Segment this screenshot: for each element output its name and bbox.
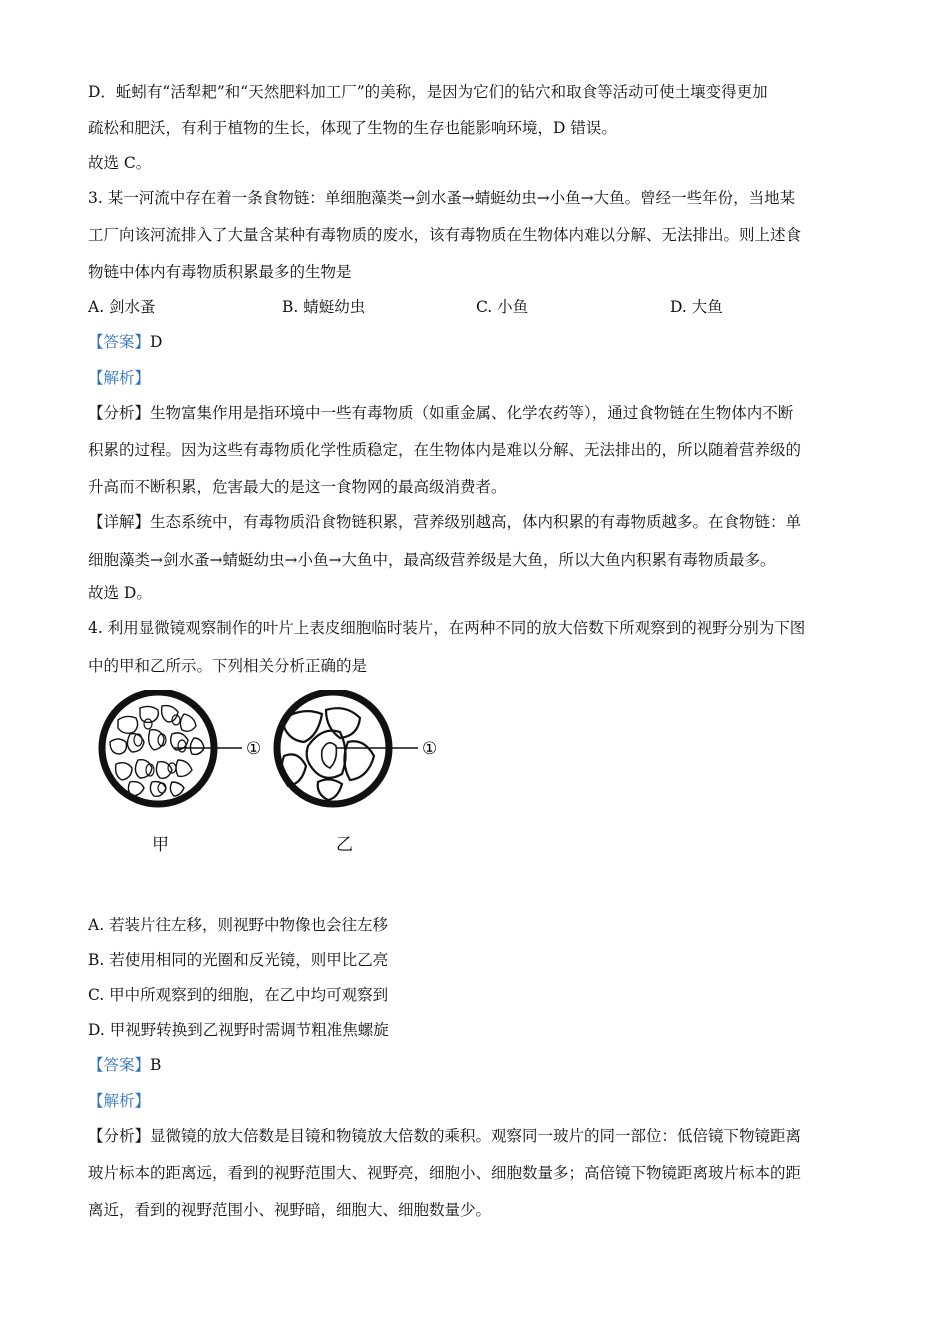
label-jia: 甲 <box>152 835 169 855</box>
q3-option-d: D. 大鱼 <box>670 298 723 316</box>
field-jia <box>102 692 242 804</box>
q4-fenxi-line2: 玻片标本的距离远，看到的视野范围大、视野亮，细胞小、细胞数量多；高倍镜下物镜距离玻片标本的距 <box>88 1164 802 1182</box>
q4-option-b: B. 若使用相同的光圈和反光镜，则甲比乙亮 <box>88 951 389 969</box>
q3-stem-line1: 3. 某一河流中存在着一条食物链：单细胞藻类→剑水蚤→蜻蜓幼虫→小鱼→大鱼。曾经一些年份，当地某 <box>88 189 796 207</box>
q3-option-b: B. 蜻蜓幼虫 <box>282 298 366 316</box>
paragraph-d-line2: 疏松和肥沃，有利于植物的生长，体现了生物的生存也能影响环境，D 错误。 <box>88 119 617 137</box>
choice-line: 故选 C。 <box>88 154 152 172</box>
answer-value: B <box>150 1056 162 1074</box>
microscope-figure <box>96 690 456 860</box>
q4-stem-line2: 中的甲和乙所示。下列相关分析正确的是 <box>88 657 368 675</box>
label-yi: 乙 <box>336 835 353 855</box>
q3-stem-line2: 工厂向该河流排入了大量含某种有毒物质的废水，该有毒物质在生物体内难以分解、无法排出。则上述食 <box>88 226 802 244</box>
q4-answer <box>88 1055 161 1075</box>
paragraph-d-line1: D．蚯蚓有“活犁耙”和“天然肥料加工厂”的美称，是因为它们的钻穴和取食等活动可使土壤变得更加 <box>88 83 768 101</box>
xiangjie-text: 生态系统中，有毒物质沿食物链积累，营养级别越高，体内积累的有毒物质越多。在食物链：单 <box>150 513 802 531</box>
q3-fenxi-line3: 升高而不断积累，危害最大的是这一食物网的最高级消费者。 <box>88 478 507 496</box>
marker-yi: ① <box>422 739 438 759</box>
fenxi-text: 显微镜的放大倍数是目镜和物镜放大倍数的乘积。观察同一玻片的同一部位：低倍镜下物镜距离 <box>150 1127 802 1145</box>
q3-fenxi-line1 <box>88 403 793 423</box>
q4-stem-line1: 4. 利用显微镜观察制作的叶片上表皮细胞临时装片，在两种不同的放大倍数下所观察到的视野分别为下图 <box>88 619 806 637</box>
q3-choice: 故选 D。 <box>88 584 152 602</box>
q4-analysis-tag: 【解析】 <box>88 1092 151 1110</box>
fenxi-text: 生物富集作用是指环境中一些有毒物质（如重金属、化学农药等），通过食物链在生物体内不断 <box>150 404 794 422</box>
q3-stem-line3: 物链中体内有毒物质积累最多的生物是 <box>88 263 352 281</box>
answer-tag: 【答案】 <box>88 1056 151 1074</box>
q4-fenxi-line3: 离近，看到的视野范围小、视野暗，细胞大、细胞数量少。 <box>88 1201 492 1219</box>
q3-option-c: C. 小鱼 <box>476 298 529 316</box>
q4-option-c: C. 甲中所观察到的细胞，在乙中均可观察到 <box>88 986 389 1004</box>
q3-xiangjie-line1 <box>88 512 801 532</box>
q3-answer <box>88 332 162 352</box>
microscope-fields-svg <box>96 690 456 860</box>
q4-option-d: D. 甲视野转换到乙视野时需调节粗准焦螺旋 <box>88 1021 389 1039</box>
marker-jia: ① <box>246 739 262 759</box>
q4-option-a: A. 若装片往左移，则视野中物像也会往左移 <box>88 916 389 934</box>
fenxi-tag: 【分析】 <box>88 1127 151 1145</box>
answer-tag: 【答案】 <box>88 333 151 351</box>
q3-fenxi-line2: 积累的过程。因为这些有毒物质化学性质稳定，在生物体内是难以分解、无法排出的，所以随着营养级的 <box>88 441 802 459</box>
xiangjie-tag: 【详解】 <box>88 513 151 531</box>
q3-analysis-tag: 【解析】 <box>88 369 151 387</box>
field-yi <box>277 692 418 804</box>
q4-fenxi-line1 <box>88 1126 801 1146</box>
fenxi-tag: 【分析】 <box>88 404 151 422</box>
answer-value: D <box>150 333 163 351</box>
q3-xiangjie-line2: 细胞藻类→剑水蚤→蜻蜓幼虫→小鱼→大鱼中，最高级营养级是大鱼，所以大鱼内积累有毒物质最多。 <box>88 551 776 569</box>
q3-option-a: A. 剑水蚤 <box>88 298 156 316</box>
